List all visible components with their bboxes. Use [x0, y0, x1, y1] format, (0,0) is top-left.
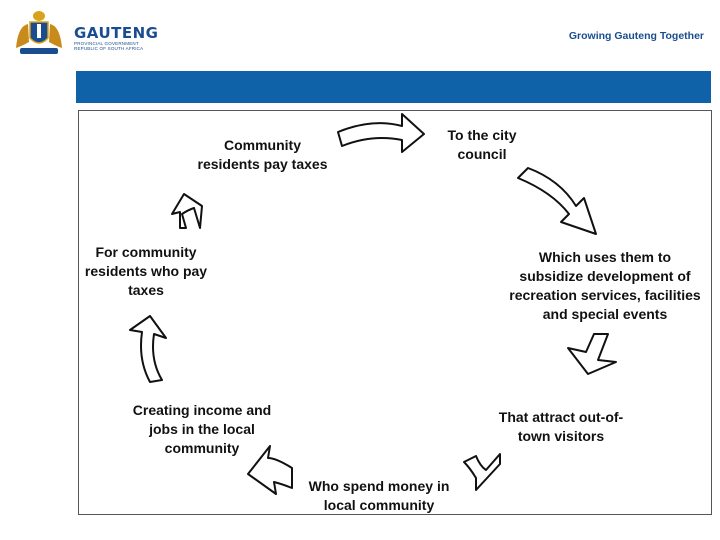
step-line: To the city	[447, 127, 517, 143]
step-line: jobs in the local	[149, 421, 255, 437]
step-line: council	[457, 146, 507, 162]
step-spend-money	[298, 477, 460, 515]
step-line: Community	[224, 137, 301, 153]
step-line: For community	[95, 244, 197, 260]
arrow-residents-to-taxes	[172, 194, 202, 228]
step-line: Who spend money in	[308, 478, 450, 494]
step-to-city-council	[428, 126, 536, 164]
step-line: Which uses them to	[538, 249, 672, 265]
step-line: recreation services, facilities	[509, 287, 701, 303]
step-creating-income	[120, 401, 284, 458]
brand-subtitle-1: PROVINCIAL GOVERNMENT	[74, 41, 139, 46]
step-for-residents	[78, 243, 214, 300]
step-line: community	[164, 440, 240, 456]
step-line: residents pay taxes	[197, 156, 328, 172]
tagline: Growing Gauteng Together	[568, 30, 704, 42]
brand-name: GAUTENG	[74, 24, 159, 42]
step-line: and special events	[542, 306, 668, 322]
step-subsidize-development	[499, 248, 711, 324]
step-line: Creating income and	[132, 402, 272, 418]
arrow-subsidize-to-visitors	[568, 334, 616, 374]
step-line: That attract out-of-	[498, 409, 624, 425]
step-line: local community	[323, 497, 435, 513]
step-line: town visitors	[517, 428, 605, 444]
arrow-taxes-to-council	[338, 114, 424, 152]
arrow-visitors-to-spend	[464, 454, 500, 490]
arrow-income-to-residents	[130, 316, 166, 382]
step-line: subsidize development of	[519, 268, 691, 284]
step-attract-visitors	[478, 408, 644, 446]
brand-subtitle-2: REPUBLIC OF SOUTH AFRICA	[74, 46, 144, 51]
step-line: taxes	[128, 282, 164, 298]
step-residents-pay-taxes	[185, 136, 340, 174]
arrow-council-to-subsidize	[518, 168, 596, 234]
step-line: residents who pay	[84, 263, 208, 279]
